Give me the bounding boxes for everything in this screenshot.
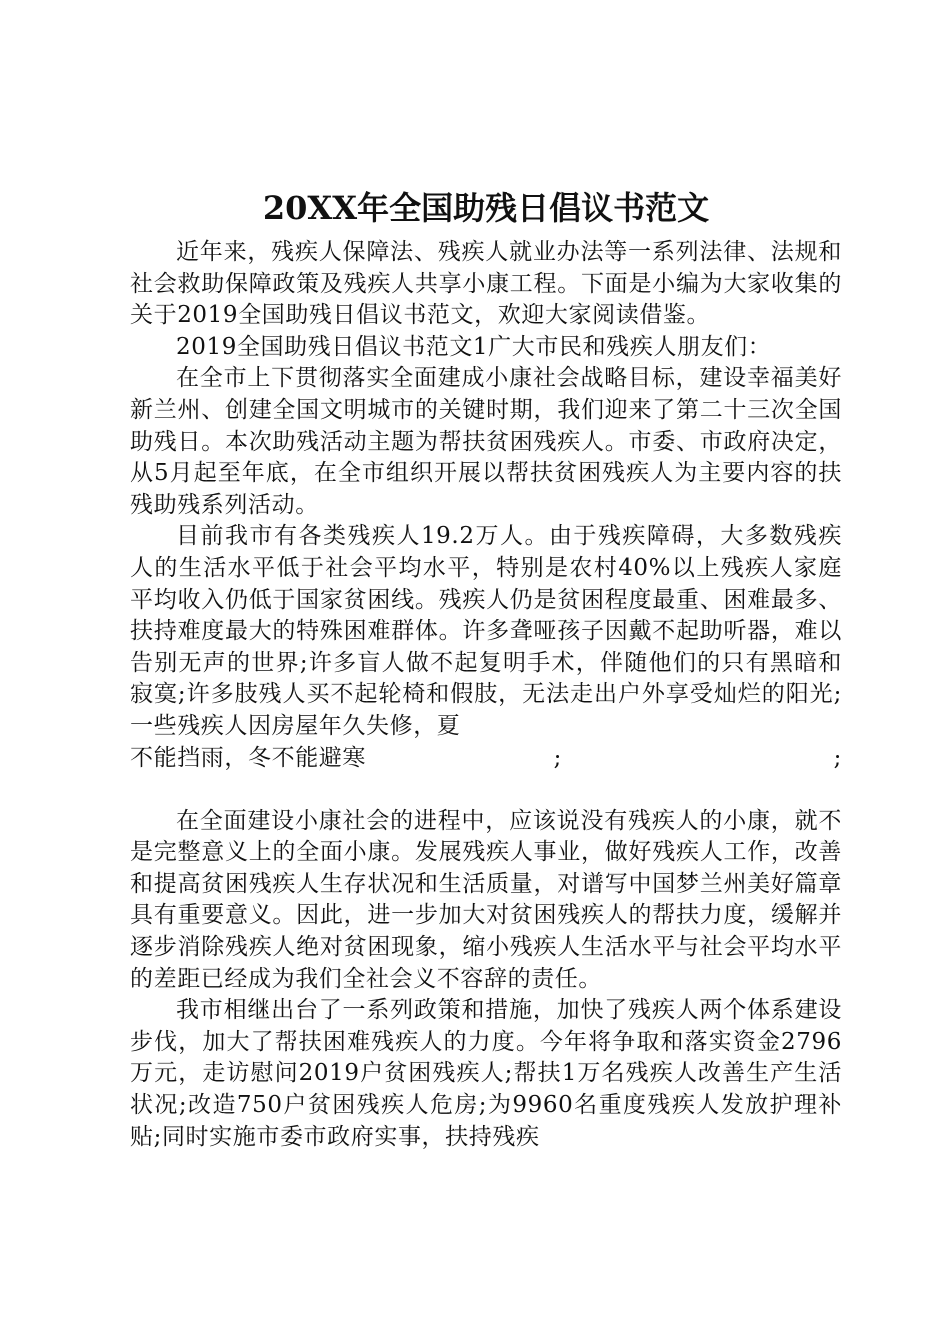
paragraph-intro: 近年来，残疾人保障法、残疾人就业办法等一系列法律、法规和社会救助保障政策及残疾人共享小康工程。下面是小编为大家收集的关于2019全国助残日倡议书范文，欢迎大家阅读借鉴。 — [130, 239, 842, 329]
document-title: 20XX年全国助残日倡议书范文 — [262, 189, 710, 227]
blank-line — [130, 774, 842, 806]
semicolon-2: ; — [833, 744, 842, 771]
paragraph-background: 在全市上下贯彻落实全面建成小康社会战略目标，建设幸福美好新兰州、创建全国文明城市的关键时期，我们迎来了第二十三次全国助残日。本次助残活动主题为帮扶贫困残疾人。市委、市政府决定，从5月起至年底，在全市组织开展以帮扶贫困残疾人为主要内容的扶残助残系列活动。 — [130, 365, 842, 518]
paragraph-situation-tail-text: 不能挡雨，冬不能避寒 — [130, 744, 366, 771]
paragraph-situation: 目前我市有各类残疾人19.2万人。由于残疾障碍，大多数残疾人的生活水平低于社会平均水平，特别是农村40%以上残疾人家庭平均收入仍低于国家贫困线。残疾人仍是贫困程度最重、困难最多、扶持难度最大的特殊困难群体。许多聋哑孩子因戴不起助听器，难以告别无声的世界;许多盲人做不起复明手术，伴随他们的只有黑暗和寂寞;许多肢残人买不起轮椅和假肢，无法走出户外享受灿烂的阳光;一些残疾人因房屋年久失修，夏 — [130, 523, 842, 739]
paragraph-significance: 在全面建设小康社会的进程中，应该说没有残疾人的小康，就不是完整意义上的全面小康。发展残疾人事业，做好残疾人工作，改善和提高贫困残疾人生存状况和生活质量，对谱写中国梦兰州美好篇章具有重要意义。因此，进一步加大对贫困残疾人的帮扶力度，缓解并逐步消除残疾人绝对贫困现象，缩小残疾人生活水平与社会平均水平的差距已经成为我们全社会义不容辞的责任。 — [130, 807, 842, 992]
semicolon-1: ; — [553, 744, 562, 771]
document-page — [130, 185, 842, 1153]
paragraph-situation-tail — [130, 743, 842, 775]
paragraph-salutation: 2019全国助残日倡议书范文1广大市民和残疾人朋友们： — [176, 333, 772, 360]
paragraph-measures: 我市相继出台了一系列政策和措施，加快了残疾人两个体系建设步伐，加大了帮扶困难残疾人的力度。今年将争取和落实资金2796万元，走访慰问2019户贫困残疾人;帮扶1万名残疾人改善生产生活状况;改造750户贫困残疾人危房;为9960名重度残疾人发放护理补贴;同时实施市委市政府实事，扶持残疾 — [130, 997, 842, 1150]
semicolon-group — [422, 743, 842, 775]
